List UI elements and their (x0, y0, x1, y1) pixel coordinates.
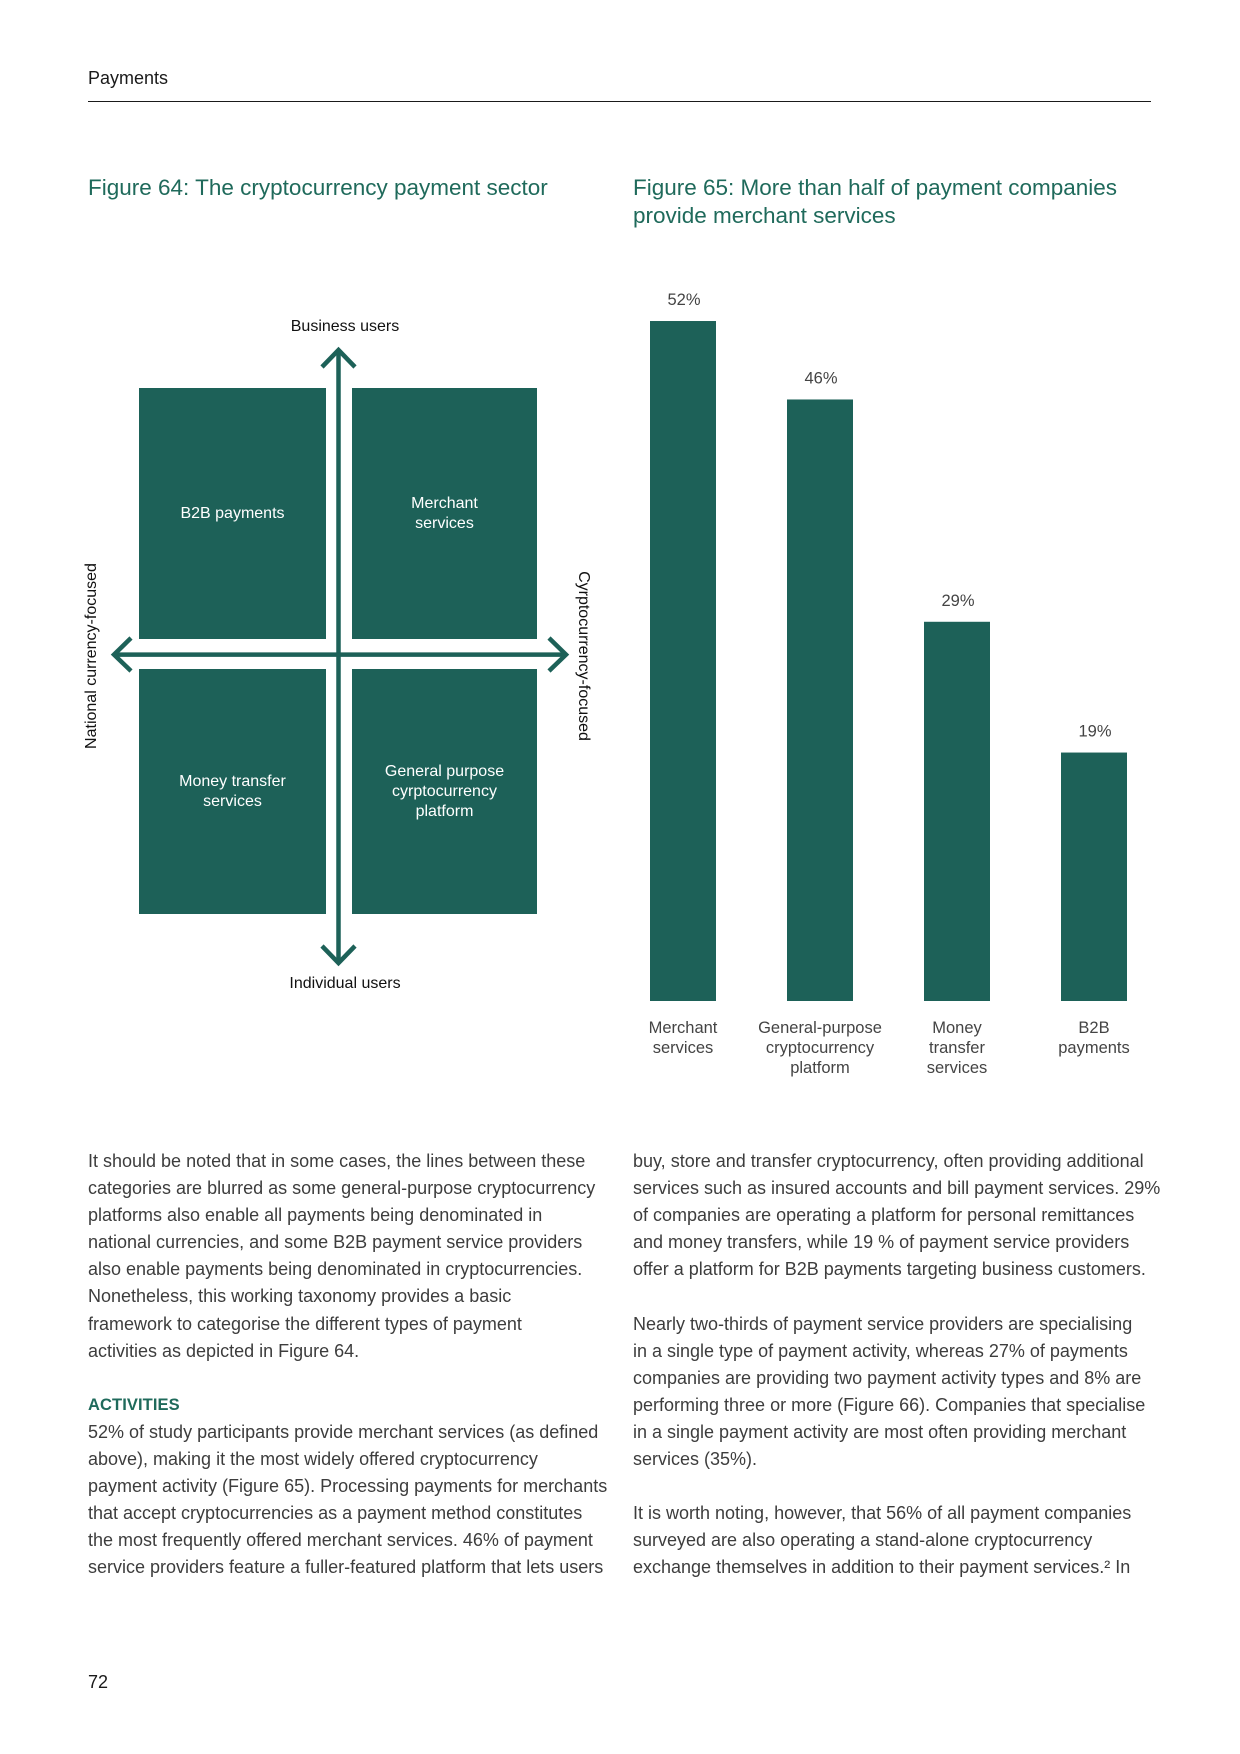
paragraph: Nearly two-thirds of payment service providers are specialising in a single type of payment activity, whereas 27% of payments companies are providing two payment activity types and 8% are performing three or more (Figure 66). Companies that specialise in a single payment activity are most often providing merchant services (35%). (633, 1313, 1146, 1470)
quadrant-label: General purpose cyrptocurrency platform (384, 762, 505, 820)
header-divider (88, 101, 1151, 102)
bar-value-label: 19% (1078, 722, 1112, 741)
axis-label-business-users: Business users (290, 318, 400, 335)
quadrant-label: Money transfer services (179, 772, 286, 810)
figure-65-title: Figure 65: More than half of payment companies provide merchant services (633, 175, 1118, 228)
axis-label-individual-users: Individual users (289, 975, 401, 992)
section-title: Payments (88, 68, 169, 88)
quadrant-label: Merchant services (411, 494, 478, 532)
bar-value-label: 46% (804, 369, 838, 388)
bar (787, 399, 853, 1001)
bar-chart (620, 200, 1151, 1020)
section-heading: ACTIVITIES (88, 1395, 180, 1414)
page-number: 72 (88, 1672, 109, 1692)
paragraph: It should be noted that in some cases, the lines between these categories are blurred as some general-purpose cryptocurrency platforms also enable all payments being denominated in national currencies, and some B2B payment service providers also enable payments being denominated in cryptocurrencies. Nonetheless, this working taxonomy provides a basic framework to categorise the different types of payment activities as depicted in Figure 64. (88, 1151, 596, 1361)
bar-value-label: 52% (667, 291, 701, 310)
quadrant-axes (100, 340, 580, 980)
category-label: General-purpose cryptocurrency platform (758, 1019, 882, 1077)
bar (924, 622, 990, 1001)
axis-label-national-currency: National currency-focused (83, 563, 100, 749)
axis-label-cryptocurrency: Cyrptocurrency-focused (575, 571, 592, 741)
bar (650, 321, 716, 1001)
body-column-left (88, 1148, 628, 1582)
paragraph: 52% of study participants provide merchant services (as defined above), making it the most widely offered cryptocurrency payment activity (Figure 65). Processing payments for merchants that accept cryptocurrencies as a payment method constitutes the most frequently offered merchant services. 46% of payment service providers feature a fuller-featured platform that lets users (88, 1421, 608, 1578)
paragraph: buy, store and transfer cryptocurrency, often providing additional services such as insured accounts and bill payment services. 29% of companies are operating a platform for personal remittances and money transfers, while 19 % of payment service providers offer a platform for B2B payments targeting business customers. (633, 1151, 1161, 1280)
paragraph: It is worth noting, however, that 56% of all payment companies surveyed are also operating a stand-alone cryptocurrency exchange themselves in addition to their payment services.² In (633, 1503, 1132, 1578)
figure-64-title: Figure 64: The cryptocurrency payment sector (88, 175, 548, 200)
body-column-right (633, 1148, 1233, 1582)
bar-value-label: 29% (941, 591, 975, 610)
bar (1061, 753, 1127, 1001)
category-label: Merchant services (648, 1019, 718, 1057)
quadrant-label: B2B payments (180, 504, 285, 522)
category-label: B2B payments (1058, 1019, 1130, 1057)
category-label: Money transfer services (926, 1019, 988, 1077)
